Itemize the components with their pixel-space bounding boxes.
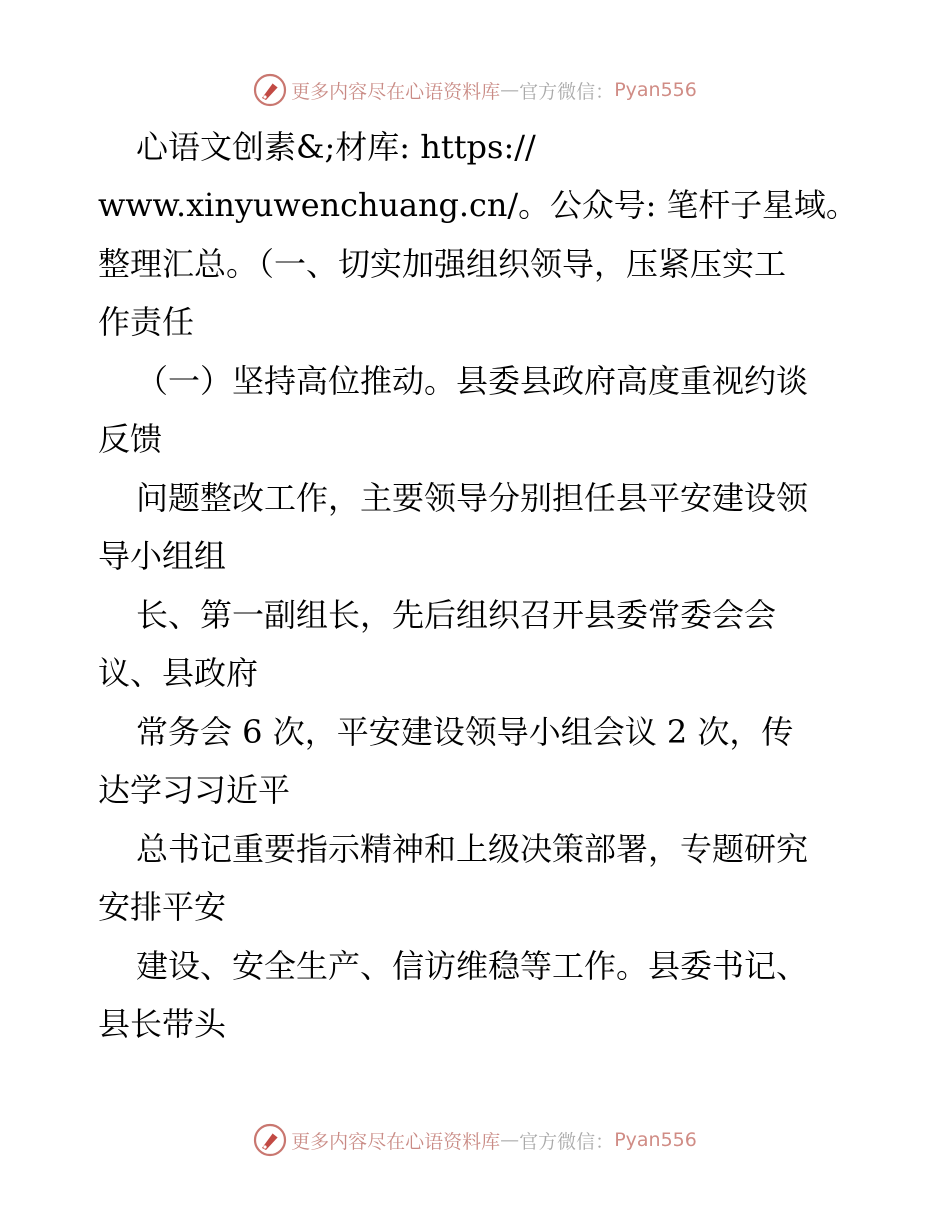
watermark-wechat-id: Pyan556	[614, 79, 697, 101]
text-line: 心语文创素&;材库: https://	[136, 128, 536, 166]
watermark-separator: —	[500, 79, 520, 101]
watermark-wechat-id: Pyan556	[614, 1129, 697, 1151]
watermark-text: 更多内容尽在心语资料库	[291, 1130, 501, 1153]
text-line: 整理汇总。（一、切实加强组织领导，压紧压实工	[98, 245, 787, 283]
text-line: 作责任	[98, 303, 195, 341]
watermark-wechat-label: 官方微信：	[519, 1130, 615, 1153]
pen-nib-logo-icon	[253, 73, 287, 107]
footer-watermark	[0, 1120, 950, 1160]
text-line: 达学习习近平	[98, 771, 291, 809]
text-line: 建设、安全生产、信访维稳等工作。县委书记、	[136, 947, 809, 985]
watermark-wechat-label: 官方微信：	[519, 80, 615, 103]
text-line: （一）坚持高位推动。县委县政府高度重视约谈	[136, 362, 809, 400]
header-watermark	[0, 70, 950, 110]
pen-nib-logo-icon	[253, 1123, 287, 1157]
text-line: 总书记重要指示精神和上级决策部署，专题研究	[136, 830, 809, 868]
text-line: 问题整改工作，主要领导分别担任县平安建设领	[136, 479, 809, 517]
text-line: 导小组组	[98, 537, 227, 575]
text-line: 议、县政府	[98, 654, 259, 692]
text-line: 县长带头	[98, 1005, 227, 1043]
text-line: www.xinyuwenchuang.cn/。公众号: 笔杆子星域。	[98, 186, 858, 224]
text-line: 长、第一副组长，先后组织召开县委常委会会	[136, 596, 777, 634]
text-line: 反馈	[98, 420, 163, 458]
watermark-text: 更多内容尽在心语资料库	[291, 80, 501, 103]
watermark-separator: —	[500, 1129, 520, 1151]
text-line: 常务会 6 次，平安建设领导小组会议 2 次，传	[136, 713, 794, 751]
text-line: 安排平安	[98, 888, 227, 926]
